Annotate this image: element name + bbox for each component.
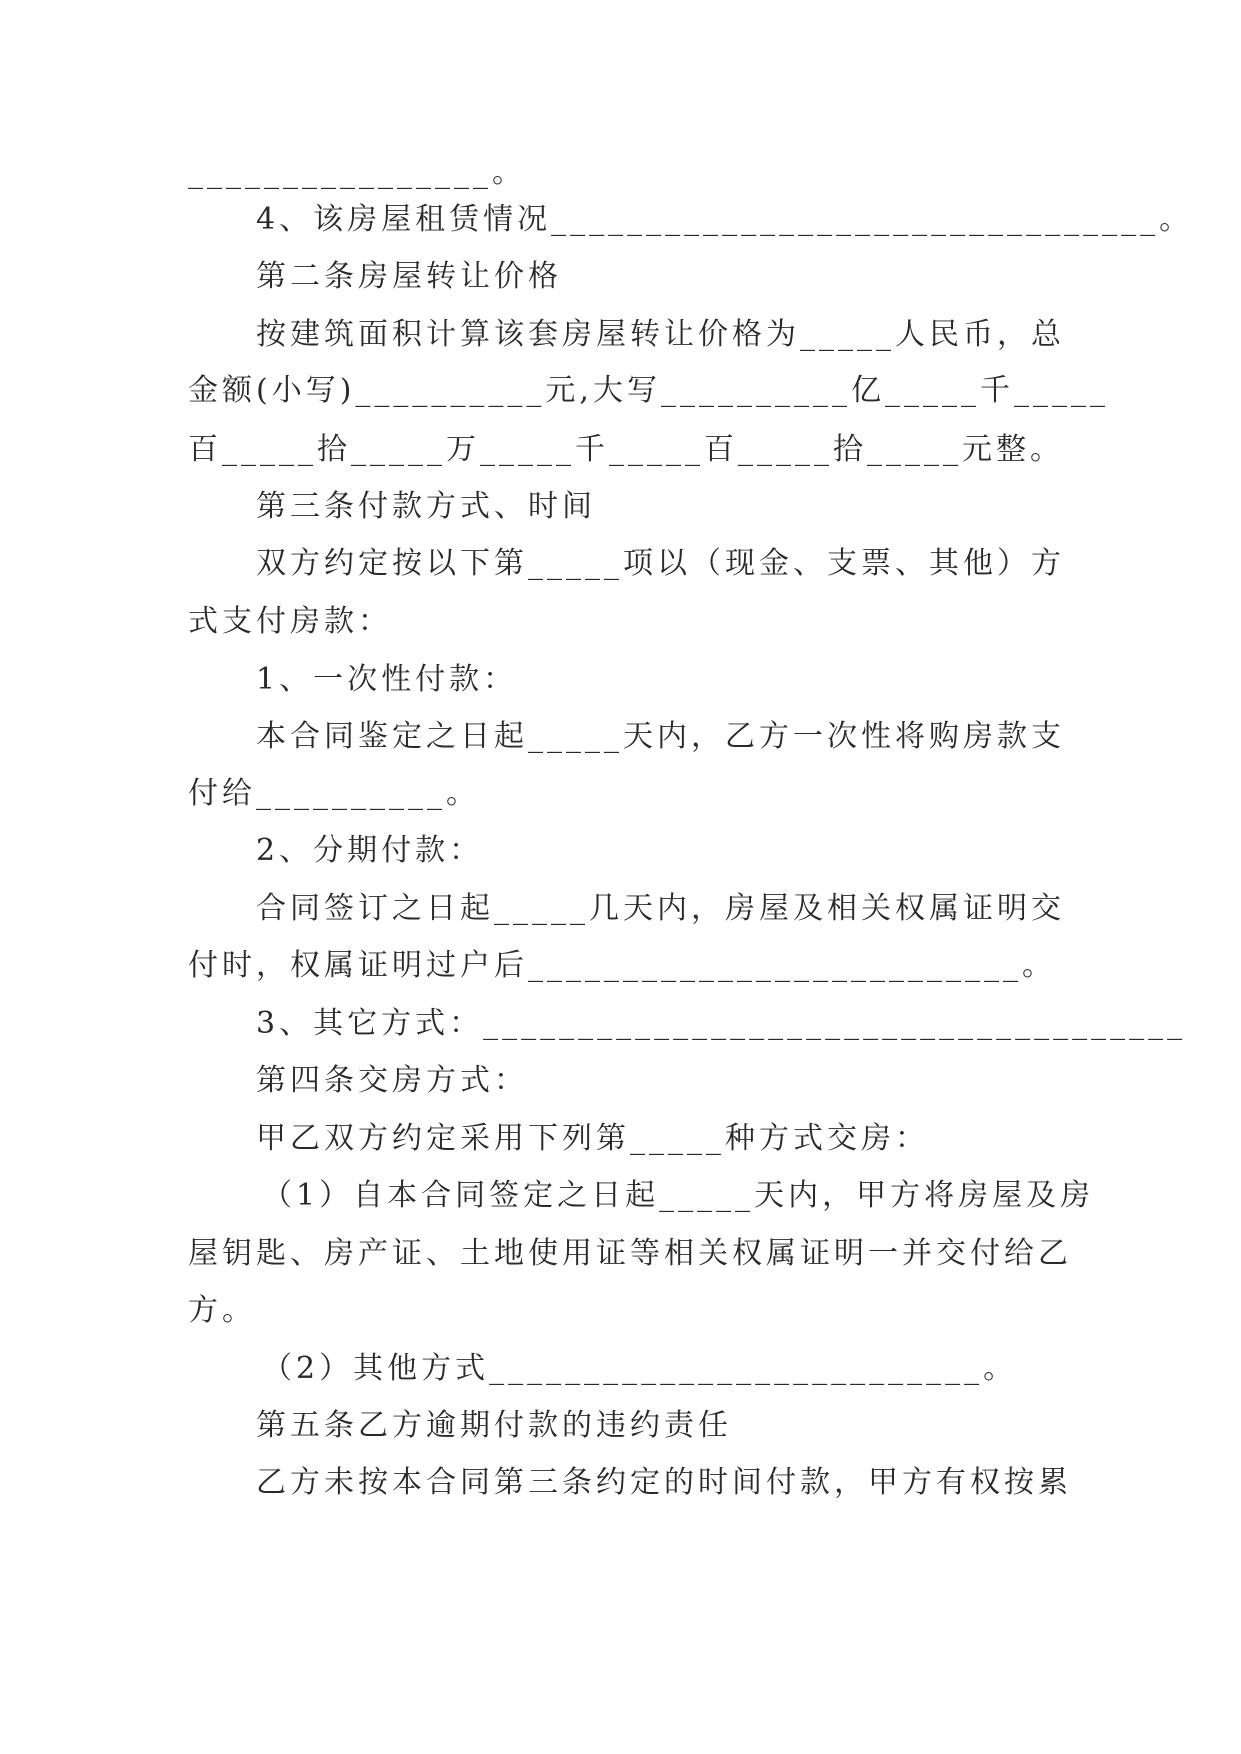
handover-option-1-line-3: 方。 [188, 1293, 256, 1328]
installment-heading: 2、分期付款： [256, 833, 484, 868]
lump-sum-line-1: 本合同鉴定之日起_____天内，乙方一次性将购房款支 [256, 719, 1065, 754]
installment-line-1: 合同签订之日起_____几天内，房屋及相关权属证明交 [256, 891, 1065, 926]
price-paragraph-line-3: 百_____拾_____万_____千_____百_____拾_____元整。 [188, 432, 1064, 467]
installment-line-2: 付时，权属证明过户后__________________________。 [188, 948, 1056, 983]
payment-method-line-2: 式支付房款： [188, 604, 392, 639]
blank-line-end: ________________。 [188, 155, 526, 190]
price-paragraph-line-2: 金额(小写)__________元,大写__________亿_____千_____ [188, 373, 1109, 408]
article-4-heading: 第四条交房方式： [256, 1063, 528, 1098]
payment-method-line-1: 双方约定按以下第_____项以（现金、支票、其他）方 [256, 546, 1065, 581]
handover-option-1-line-1: （1）自本合同签定之日起_____天内，甲方将房屋及房 [262, 1178, 1095, 1213]
article-3-heading: 第三条付款方式、时间 [256, 489, 596, 524]
lump-sum-line-2: 付给__________。 [188, 776, 480, 811]
price-paragraph-line-1: 按建筑面积计算该套房屋转让价格为_____人民币，总 [256, 317, 1065, 352]
rental-status-line: 4、该房屋租赁情况________________________________。 [256, 202, 1194, 237]
late-payment-line-1: 乙方未按本合同第三条约定的时间付款，甲方有权按累 [256, 1465, 1072, 1500]
handover-option-1-line-2: 屋钥匙、房产证、土地使用证等相关权属证明一并交付给乙 [188, 1236, 1072, 1271]
article-5-heading: 第五条乙方逾期付款的违约责任 [256, 1408, 732, 1443]
handover-option-2-line: （2）其他方式__________________________。 [262, 1351, 1018, 1386]
article-2-heading: 第二条房屋转让价格 [256, 259, 562, 294]
handover-intro-line: 甲乙双方约定采用下列第_____种方式交房： [256, 1121, 929, 1156]
lump-sum-heading: 1、一次性付款： [256, 662, 518, 697]
other-method-line: 3、其它方式：_____________________________________ [256, 1006, 1187, 1041]
